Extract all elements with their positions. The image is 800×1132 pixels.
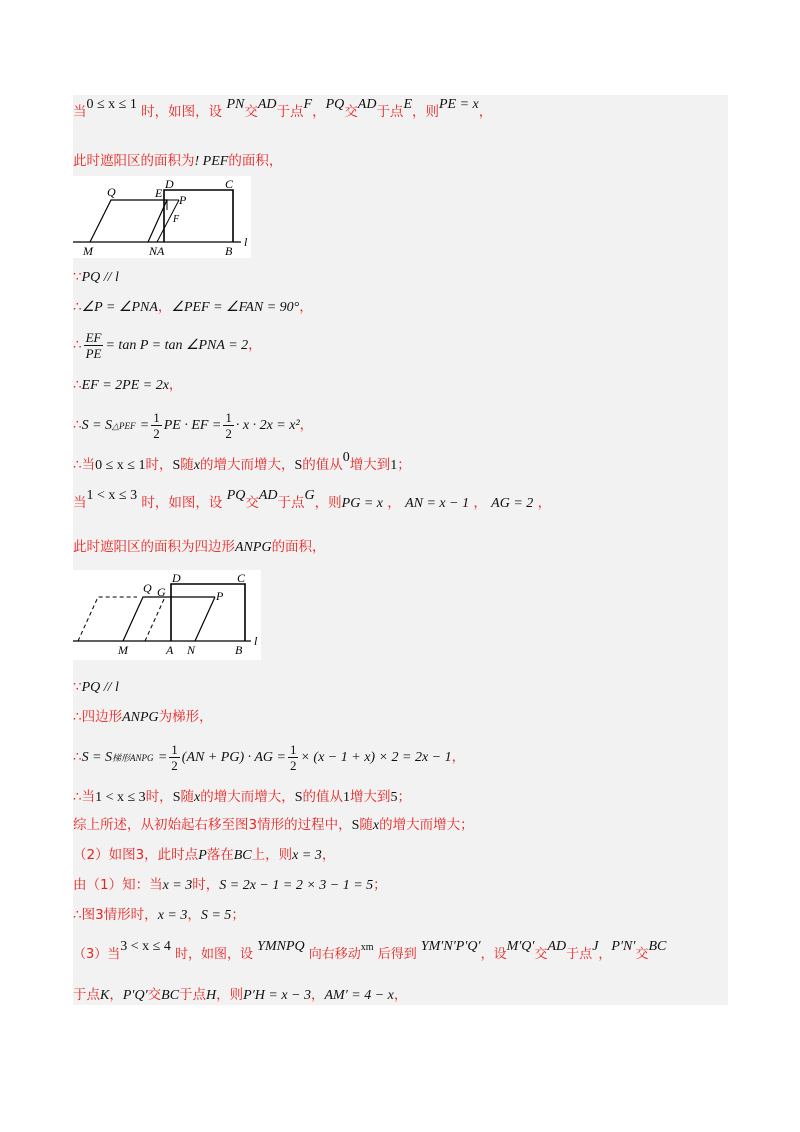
text: 上，则	[251, 847, 293, 863]
text: 于点	[73, 987, 100, 1003]
label-C: C	[237, 571, 246, 585]
text-line-15	[73, 816, 728, 835]
math: PQ // l	[81, 270, 119, 285]
math: 0	[342, 450, 350, 465]
math: S = 5	[200, 908, 232, 923]
math: ∠P = ∠PNA	[81, 300, 158, 315]
text: 为梯形，	[158, 709, 213, 725]
math: 1	[343, 790, 350, 805]
math: PE · EF =	[163, 418, 222, 433]
text: ，	[387, 495, 401, 511]
text: ，则	[412, 104, 439, 120]
fraction	[223, 410, 234, 441]
math: J	[592, 939, 599, 954]
denominator: 2	[153, 426, 160, 441]
figure-2-diagram	[73, 570, 261, 660]
text: （3）当	[73, 947, 121, 962]
text: 于点	[179, 987, 207, 1003]
text: 落在	[206, 847, 234, 863]
denominator: 2	[225, 426, 232, 441]
text: 的增大而增大，	[199, 457, 295, 473]
math: ANPG	[122, 710, 159, 725]
denominator: 2	[289, 758, 297, 773]
label-l: l	[254, 634, 258, 648]
text: 由（1）知：当	[73, 877, 163, 893]
text: 时，如图，设	[141, 495, 223, 511]
label-M: M	[118, 643, 128, 657]
math: x	[193, 458, 200, 473]
therefore-symbol: ∴	[73, 417, 82, 433]
therefore-symbol: ∴	[73, 789, 82, 805]
text-line-18	[73, 906, 728, 925]
text: 的值从	[302, 789, 343, 805]
math: =	[157, 750, 168, 765]
text-line-1	[73, 97, 728, 122]
label-B: B	[235, 643, 243, 657]
text-line-6	[73, 376, 728, 395]
label-E: E	[155, 186, 163, 200]
text: 随	[180, 457, 194, 473]
math: P	[198, 848, 207, 863]
text: 的增大而增大；	[379, 817, 474, 833]
label-Q: Q	[107, 185, 116, 199]
math: x	[372, 818, 380, 833]
text: ，设	[480, 947, 507, 962]
text: 此时遮阳区的面积为	[73, 153, 195, 169]
text: 于点	[566, 947, 593, 962]
math: 0 ≤ x ≤ 1	[86, 97, 137, 112]
text: ；	[231, 907, 245, 923]
text-line-5	[73, 330, 728, 361]
label-A: A	[166, 643, 174, 657]
math: F	[303, 97, 313, 112]
text: 交	[245, 495, 259, 511]
text: （2）如图3，此时点	[73, 847, 199, 863]
text: 交	[147, 987, 162, 1003]
math: AD	[258, 488, 278, 503]
math: AN = x − 1	[405, 496, 470, 511]
math: YMNPQ	[257, 939, 305, 954]
math: × (x − 1 + x) × 2 = 2x − 1	[300, 750, 452, 765]
math: S	[351, 818, 360, 833]
math: ∠PEF = ∠FAN = 90°	[171, 300, 300, 315]
text: 增大到	[350, 789, 391, 805]
text: 四边形	[81, 709, 123, 725]
text: 的面积，	[228, 153, 283, 169]
because-symbol: ∵	[73, 269, 82, 285]
text: 随	[359, 817, 373, 833]
text: ，	[312, 104, 326, 120]
math: P′H = x − 3	[243, 988, 311, 1003]
text: ，则	[216, 987, 244, 1003]
therefore-symbol: ∴	[73, 457, 82, 473]
text: 交	[344, 104, 358, 120]
math: 5	[390, 790, 398, 805]
math: 0 ≤ x ≤ 1	[95, 458, 146, 473]
math: S = 2x − 1 = 2 × 3 − 1 = 5	[219, 878, 374, 893]
therefore-symbol: ∴	[73, 299, 82, 315]
math: PN	[226, 97, 245, 112]
text-line-16	[73, 846, 728, 865]
math: x	[193, 790, 201, 805]
math: =	[139, 418, 150, 433]
math: ! PEF	[194, 154, 229, 169]
label-l: l	[244, 235, 248, 249]
label-P: P	[216, 589, 224, 603]
text-line-9	[73, 488, 728, 513]
math-subscript: 梯形ANPG	[112, 753, 154, 763]
math: S	[294, 790, 303, 805]
math: (AN + PG) · AG =	[181, 750, 286, 765]
text: 综上所述，从初始起右移至图3情形的过程中，	[73, 817, 352, 833]
text: 当	[81, 789, 96, 805]
math: x = 3	[292, 848, 322, 863]
label-P: P	[179, 193, 187, 207]
math: P′Q′	[122, 988, 148, 1003]
text-line-4	[73, 298, 728, 317]
text: ；	[397, 789, 411, 805]
label-D: D	[172, 571, 181, 585]
math: BC	[161, 988, 180, 1003]
text: 时，如图，设	[141, 104, 223, 120]
text: ，	[473, 495, 487, 511]
text: ，	[537, 495, 552, 511]
math: H	[206, 988, 217, 1003]
text: 向右移动	[308, 947, 361, 962]
math: PQ	[325, 97, 345, 112]
figure-2	[73, 570, 261, 660]
math: G	[304, 488, 315, 503]
text: ；	[397, 457, 411, 473]
math: BC	[233, 848, 252, 863]
text: ，	[299, 299, 313, 315]
label-Q: Q	[143, 581, 152, 595]
text: 当	[81, 457, 96, 473]
therefore-symbol: ∴	[73, 337, 82, 353]
text-line-13	[73, 742, 728, 773]
figure-1-diagram	[73, 176, 251, 258]
math: M′Q′	[506, 939, 535, 954]
math-subscript: △PEF	[112, 421, 136, 431]
math: P′N′	[611, 939, 636, 954]
math: = tan P = tan ∠PNA = 2	[105, 338, 249, 353]
math: AD	[357, 97, 377, 112]
text-line-11	[73, 678, 728, 697]
text: 此时遮阳区的面积为四边形	[73, 539, 235, 555]
text: ，	[451, 749, 466, 765]
math: S	[172, 458, 181, 473]
math: ANPG	[235, 540, 272, 555]
denominator: PE	[85, 346, 102, 361]
text: 图3情形时，	[81, 907, 158, 923]
text: ，	[168, 377, 183, 393]
label-N: N	[187, 643, 196, 657]
label-M: M	[83, 244, 93, 258]
math: x = 3	[157, 908, 188, 923]
math: xm	[360, 942, 374, 953]
math: S = S	[81, 750, 113, 765]
because-symbol: ∵	[73, 679, 82, 695]
math: S	[294, 458, 303, 473]
math: x = 3	[162, 878, 193, 893]
text: ，	[157, 299, 172, 315]
numerator: 1	[225, 410, 232, 425]
text: 时，如图，设	[175, 947, 254, 962]
fraction	[151, 410, 162, 441]
label-F: F	[173, 214, 180, 225]
text-line-2	[73, 152, 728, 171]
text-line-14	[73, 788, 728, 807]
text: 时，	[145, 457, 173, 473]
text: 时，	[192, 877, 220, 893]
text: 的值从	[302, 457, 343, 473]
text: 于点	[276, 104, 304, 120]
math: S = S	[81, 418, 113, 433]
math: PE = x	[439, 97, 479, 112]
text-line-3	[73, 268, 728, 287]
math: EF = 2PE = 2x	[81, 378, 169, 393]
label-B: B	[225, 244, 233, 258]
text: 的增大而增大，	[200, 789, 295, 805]
therefore-symbol: ∴	[73, 377, 82, 393]
therefore-symbol: ∴	[73, 749, 82, 765]
text: ，	[311, 987, 325, 1003]
text: 当	[73, 495, 87, 511]
text: ，	[478, 104, 493, 120]
numerator: 1	[153, 410, 160, 425]
math: K	[100, 988, 110, 1003]
label-D: D	[165, 177, 174, 191]
text: ，	[248, 337, 262, 353]
figure-1	[73, 176, 251, 258]
math: PG = x	[341, 496, 383, 511]
math: 1	[390, 458, 398, 473]
text: ，	[187, 907, 201, 923]
text-line-10	[73, 538, 728, 557]
math: PQ // l	[81, 680, 119, 695]
denominator: 2	[171, 758, 178, 773]
text: ，	[321, 847, 336, 863]
math: PQ	[226, 488, 246, 503]
math: · x · 2x = x²	[235, 418, 300, 433]
math: 3 < x ≤ 4	[120, 939, 171, 954]
label-NA: NA	[149, 244, 165, 258]
fraction	[169, 742, 180, 773]
therefore-symbol: ∴	[73, 907, 82, 923]
math: S	[172, 790, 181, 805]
label-C: C	[225, 177, 234, 191]
math: E	[403, 97, 412, 112]
text-line-17	[73, 876, 728, 895]
fraction	[84, 330, 104, 361]
math: AD	[257, 97, 277, 112]
text: 后得到	[377, 947, 417, 962]
numerator: EF	[85, 330, 102, 345]
text: 交	[534, 947, 548, 962]
math: AD	[547, 939, 567, 954]
text-line-8	[73, 450, 728, 475]
text: ，	[299, 417, 314, 433]
text: 增大到	[349, 457, 391, 473]
math: 1 < x ≤ 3	[86, 488, 138, 503]
text: ，则	[314, 495, 342, 511]
text-line-19	[73, 939, 728, 965]
text-line-20	[73, 986, 728, 1005]
therefore-symbol: ∴	[73, 709, 82, 725]
text: ，	[109, 987, 123, 1003]
text: ，	[598, 947, 612, 962]
text-line-12	[73, 708, 728, 727]
numerator: 1	[289, 742, 297, 757]
text: 交	[244, 104, 258, 120]
numerator: 1	[171, 742, 178, 757]
math: AM′ = 4 − x	[324, 988, 394, 1003]
fraction	[288, 742, 299, 773]
math: YM′N′P′Q′	[420, 939, 481, 954]
text: 于点	[277, 495, 305, 511]
label-G: G	[157, 585, 166, 599]
text: 于点	[376, 104, 404, 120]
math: 1 < x ≤ 3	[95, 790, 146, 805]
text: ；	[373, 877, 387, 893]
text: 交	[635, 947, 649, 962]
math: AG = 2	[491, 496, 534, 511]
text: 的面积，	[271, 539, 326, 555]
text: ，	[393, 987, 408, 1003]
text-line-7	[73, 410, 728, 441]
math: BC	[648, 939, 667, 954]
text: 随	[180, 789, 194, 805]
text: 时，	[145, 789, 173, 805]
text: 当	[73, 104, 87, 120]
